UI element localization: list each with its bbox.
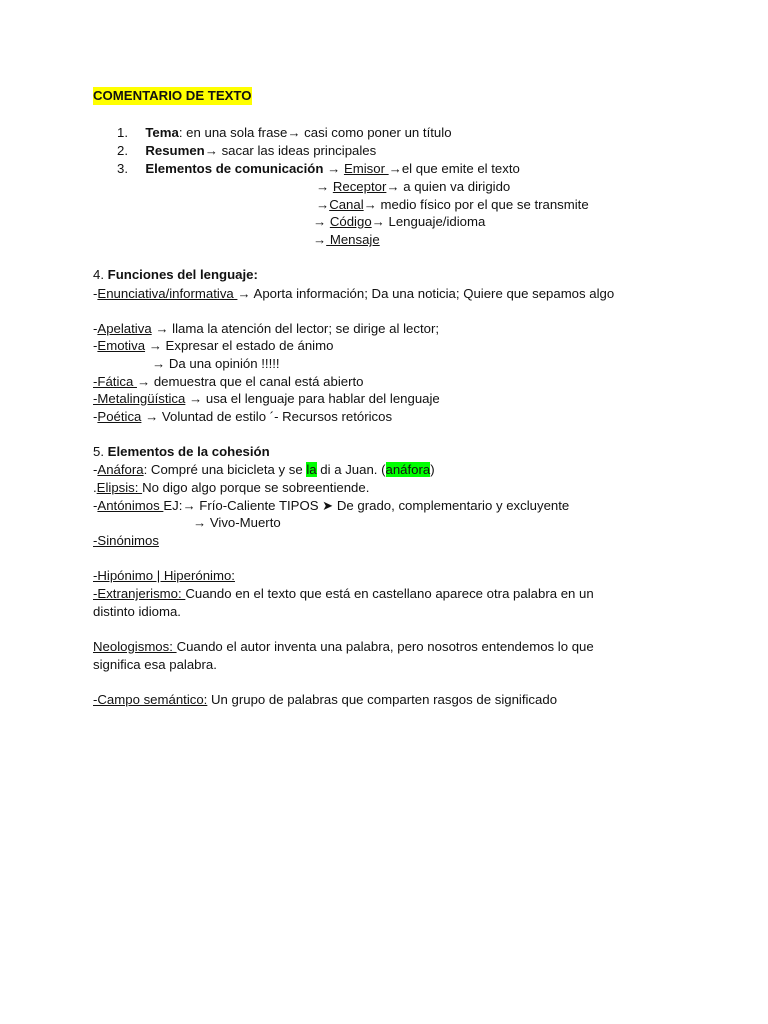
term-apelativa: Apelativa [97,321,152,336]
term-elementos: Elementos de comunicación [145,161,324,176]
list-item-resumen [117,142,376,160]
dash: - [93,498,98,513]
line-extranjerismo-cont: distinto idioma. [93,604,181,619]
line-emotiva-extra: → Da una opinión !!!!! [152,356,280,371]
list-item-tema [117,124,452,142]
term-elipsis: Elipsis: [96,480,143,495]
term-antonimos: Antónimos [97,498,164,513]
term-tema: Tema [145,125,179,140]
term-metalinguistica: -Metalingüística [93,391,186,406]
highlight-anafora: anáfora [385,462,431,477]
list-item-elementos [117,160,520,178]
term-fatica: -Fática [93,374,137,389]
line-receptor [316,178,510,196]
term-campo-semantico: -Campo semántico: [93,692,208,707]
line-extranjerismo [93,585,594,603]
arrow-text: → [313,214,330,229]
dash: - [93,338,98,353]
line-enunciativa [93,285,614,303]
line-antonimos-extra: → Vivo-Muerto [193,515,281,530]
term-desc: → Expresar el estado de ánimo [145,338,334,353]
arrow-text: → [313,232,327,247]
line-neologismos [93,638,594,656]
section-heading-funciones [93,266,258,284]
term-codigo: Código [329,214,372,229]
section-number: 4. [93,267,108,282]
term-desc: → demuestra que el canal está abierto [136,374,364,389]
example-text: ) [430,462,435,477]
term-enunciativa: Enunciativa/informativa [97,286,238,301]
line-antonimos [93,497,569,515]
term-extranjerismo: -Extranjerismo: [93,586,186,601]
section-heading-text: Funciones del lenguaje: [107,267,258,282]
list-number: 1. [117,125,128,140]
line-poetica [93,408,392,426]
term-desc: → a quien va dirigido [386,179,511,194]
section-heading-text: Elementos de la cohesión [107,444,270,459]
example-text: di a Juan. ( [316,462,386,477]
line-campo-semantico [93,691,557,709]
term-emisor: Emisor [343,161,389,176]
term-neologismos: Neologismos: [93,639,177,654]
line-elipsis [93,479,369,497]
arrow-text: → [323,161,344,176]
line-fatica [93,373,364,391]
term-mensaje: Mensaje [326,232,380,247]
term-receptor: Receptor [332,179,387,194]
term-anafora: Anáfora [97,462,144,477]
dash: - [93,286,98,301]
term-emotiva: Emotiva [97,338,146,353]
line-apelativa [93,320,439,338]
term-desc: → usa el lenguaje para hablar del lenguaje [185,391,440,406]
term-sinonimos: -Sinónimos [93,533,159,548]
arrow-text: → [316,197,330,212]
section-heading-cohesion [93,443,270,461]
term-desc: Un grupo de palabras que comparten rasgos de significado [207,692,558,707]
arrow-text: → [316,179,333,194]
term-desc: → medio físico por el que se transmite [363,197,589,212]
line-metalinguistica [93,390,440,408]
term-desc: → Lenguaje/idioma [371,214,486,229]
list-number: 3. [117,161,128,176]
dot: . [93,480,97,495]
list-number: 2. [117,143,128,158]
page-title: COMENTARIO DE TEXTO [93,88,252,103]
term-hiponimo: -Hipónimo | Hiperónimo: [93,568,235,583]
term-desc: Cuando en el texto que está en castellano aparece otra palabra en un [185,586,594,601]
line-canal [316,196,589,214]
term-poetica: Poética [97,409,142,424]
line-neologismos-cont: significa esa palabra. [93,657,217,672]
line-emotiva [93,337,333,355]
term-desc: No digo algo porque se sobreentiende. [142,480,370,495]
term-desc: → llama la atención del lector; se dirige al lector; [151,321,440,336]
example-text: : Compré una bicicleta y se [143,462,307,477]
term-resumen: Resumen [145,143,205,158]
dash: - [93,409,98,424]
line-mensaje [313,231,380,249]
dash: - [93,321,98,336]
term-desc: →el que emite el texto [388,161,520,176]
term-canal: Canal [329,197,364,212]
term-desc: EJ:→ Frío-Caliente TIPOS ➤ De grado, complementario y excluyente [163,498,570,513]
term-desc: → Voluntad de estilo ´- Recursos retóricos [141,409,393,424]
term-desc: : en una sola frase→ casi como poner un título [178,125,452,140]
dash: - [93,462,98,477]
line-anafora [93,461,435,479]
section-number: 5. [93,444,108,459]
term-desc: → Aporta información; Da una noticia; Quiere que sepamos algo [237,286,615,301]
highlight-la: la [306,462,317,477]
term-desc: → sacar las ideas principales [204,143,377,158]
line-codigo [313,213,485,231]
term-desc: Cuando el autor inventa una palabra, pero nosotros entendemos lo que [176,639,594,654]
